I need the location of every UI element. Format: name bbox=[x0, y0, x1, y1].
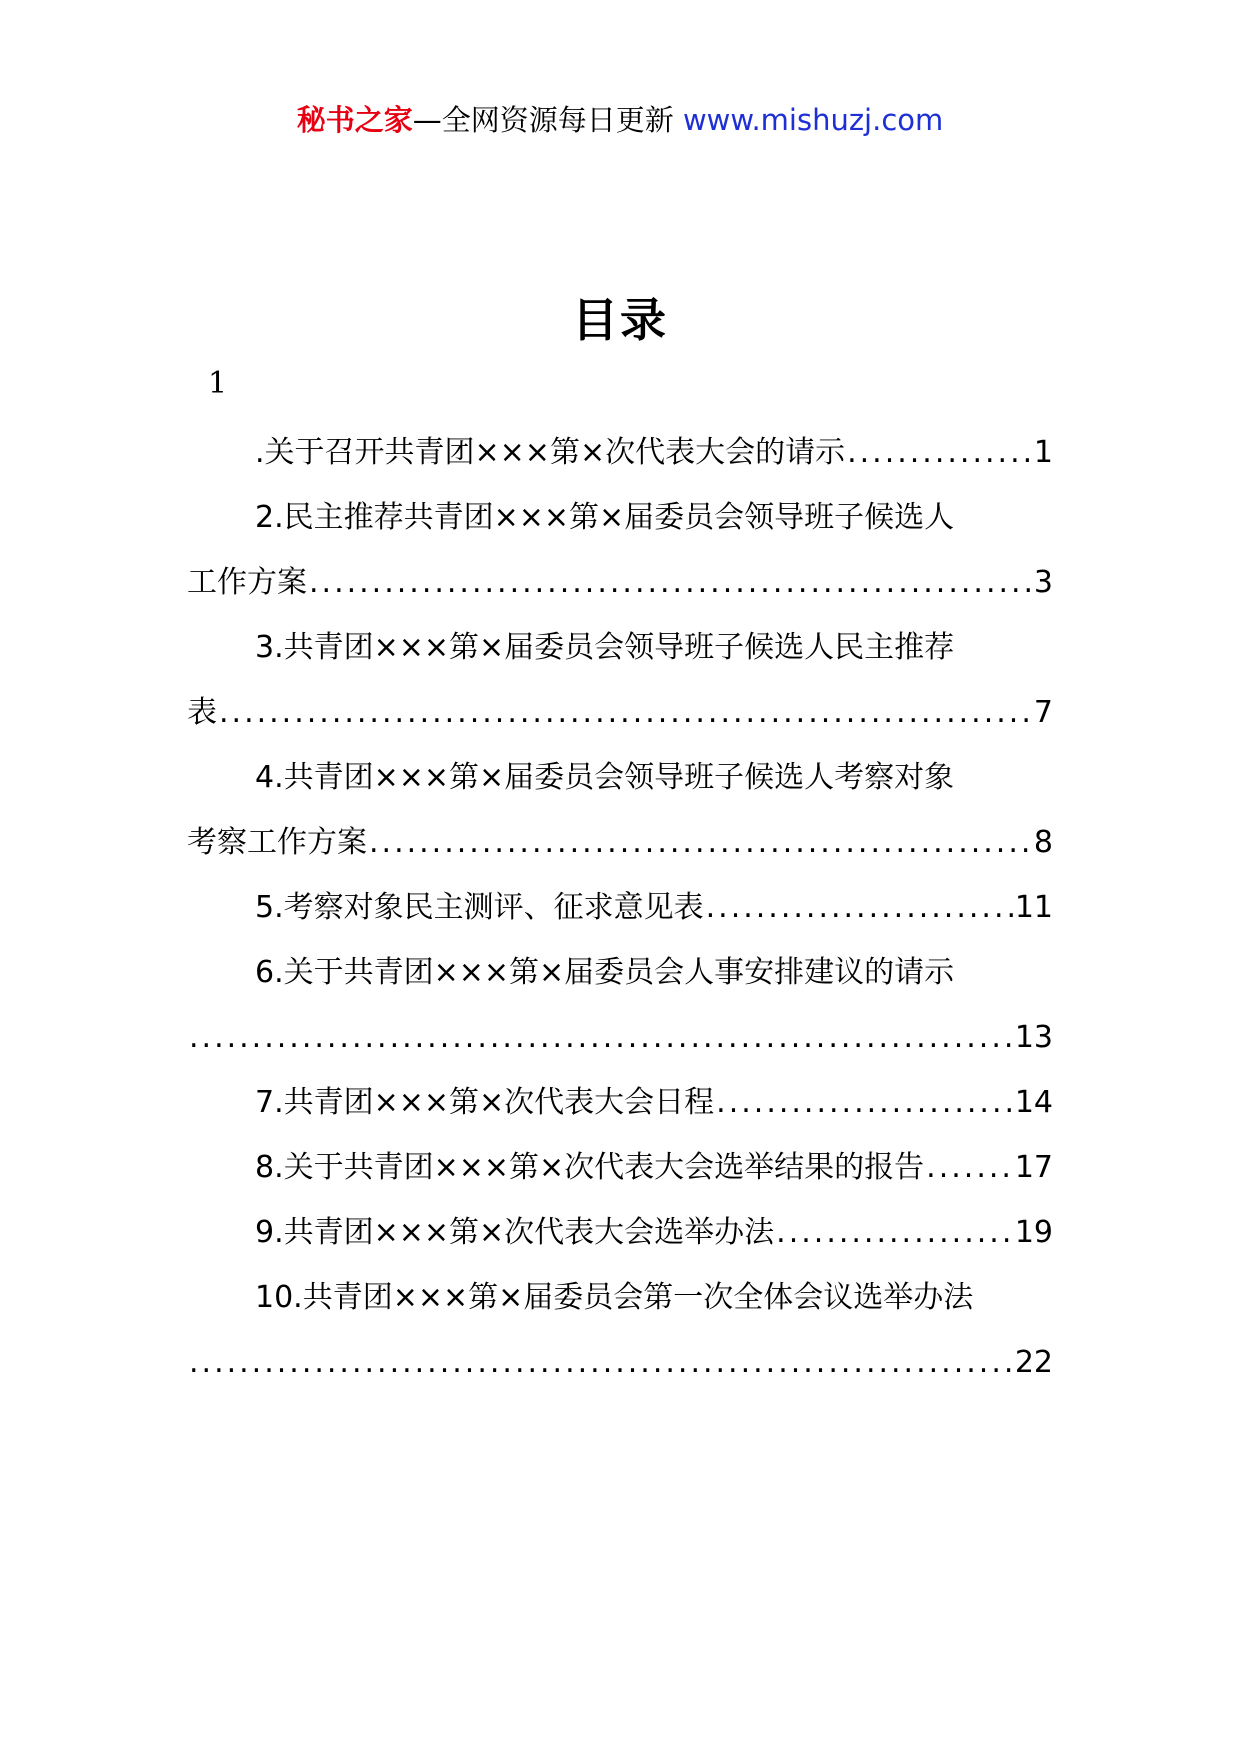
toc-page-number: 1 bbox=[1033, 435, 1053, 470]
toc-entry-text: 2.民主推荐共青团×××第×届委员会领导班子候选人 bbox=[255, 500, 955, 535]
toc-entry-2-line-1[interactable] bbox=[187, 485, 1053, 550]
toc-page-number: 7 bbox=[1033, 695, 1053, 730]
toc-page-number: 19 bbox=[1014, 1215, 1053, 1250]
toc-leader-dots bbox=[189, 1005, 1013, 1070]
toc-entry-text: 9.共青团×××第×次代表大会选举办法 bbox=[255, 1215, 775, 1250]
toc-leader-dots bbox=[716, 1070, 1013, 1135]
toc-leader-dots bbox=[776, 1200, 1013, 1265]
toc-entry-text: 8.关于共青团×××第×次代表大会选举结果的报告 bbox=[255, 1150, 925, 1185]
toc-entry-text: 7.共青团×××第×次代表大会日程 bbox=[255, 1085, 715, 1120]
toc-entry-9[interactable] bbox=[187, 1200, 1053, 1265]
toc-page-number: 11 bbox=[1014, 890, 1053, 925]
toc-leader-dots bbox=[706, 875, 1013, 940]
toc-entry-4-line-2[interactable] bbox=[187, 810, 1053, 875]
toc-page-number: 3 bbox=[1033, 565, 1053, 600]
toc-entry-text: 3.共青团×××第×届委员会领导班子候选人民主推荐 bbox=[255, 630, 955, 665]
toc-page-number: 14 bbox=[1014, 1085, 1053, 1120]
toc-entry-6-line-1[interactable] bbox=[187, 940, 1053, 1005]
toc-page-number: 13 bbox=[1014, 1020, 1053, 1055]
toc-leader-dots bbox=[847, 420, 1032, 485]
toc-entry-text: 考察工作方案 bbox=[187, 825, 367, 860]
table-of-contents bbox=[187, 420, 1053, 1395]
stray-list-number: 1 bbox=[208, 366, 228, 401]
toc-entry-text: 4.共青团×××第×届委员会领导班子候选人考察对象 bbox=[255, 760, 955, 795]
toc-page-number: 22 bbox=[1014, 1345, 1053, 1380]
toc-entry-text: 5.考察对象民主测评、征求意见表 bbox=[255, 890, 704, 925]
toc-page-number: 8 bbox=[1033, 825, 1053, 860]
toc-entry-1[interactable] bbox=[187, 420, 1053, 485]
toc-leader-dots bbox=[189, 1330, 1013, 1395]
toc-leader-dots bbox=[926, 1135, 1013, 1200]
toc-entry-text: 工作方案 bbox=[187, 565, 307, 600]
toc-leader-dots bbox=[309, 550, 1032, 615]
toc-page-number: 17 bbox=[1014, 1150, 1053, 1185]
toc-entry-text: 表 bbox=[187, 695, 217, 730]
toc-title: 目录 bbox=[572, 293, 668, 347]
toc-entry-10-line-2[interactable] bbox=[187, 1330, 1053, 1395]
site-banner bbox=[0, 100, 1240, 140]
toc-entry-2-line-2[interactable] bbox=[187, 550, 1053, 615]
toc-entry-3-line-1[interactable] bbox=[187, 615, 1053, 680]
toc-entry-3-line-2[interactable] bbox=[187, 680, 1053, 745]
toc-entry-5[interactable] bbox=[187, 875, 1053, 940]
toc-entry-text: 6.关于共青团×××第×届委员会人事安排建议的请示 bbox=[255, 955, 955, 990]
toc-entry-6-line-2[interactable] bbox=[187, 1005, 1053, 1070]
toc-entry-7[interactable] bbox=[187, 1070, 1053, 1135]
toc-entry-10-line-1[interactable] bbox=[187, 1265, 1053, 1330]
banner-brand: 秘书之家 bbox=[296, 103, 413, 137]
toc-entry-4-line-1[interactable] bbox=[187, 745, 1053, 810]
toc-leader-dots bbox=[219, 680, 1032, 745]
banner-url-link[interactable]: www.mishuzj.com bbox=[682, 103, 944, 137]
banner-slogan: —全网资源每日更新 bbox=[412, 103, 674, 137]
toc-entry-text: 10.共青团×××第×届委员会第一次全体会议选举办法 bbox=[255, 1280, 974, 1315]
toc-leader-dots bbox=[369, 810, 1032, 875]
toc-entry-text: .关于召开共青团×××第×次代表大会的请示 bbox=[255, 435, 846, 470]
toc-entry-8[interactable] bbox=[187, 1135, 1053, 1200]
